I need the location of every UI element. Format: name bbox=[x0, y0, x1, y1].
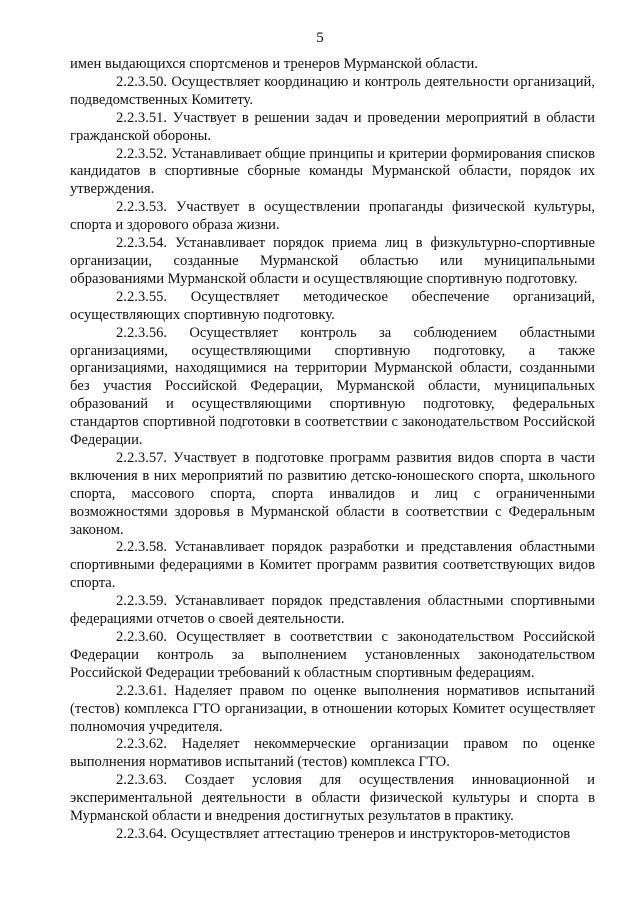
paragraph-2-2-3-61: 2.2.3.61. Наделяет правом по оценке выполнения нормативов испытаний (тестов) комплекса ГТО организации, в отношении которых Комитет осуществляет полномочия учредителя. bbox=[70, 682, 595, 735]
paragraph-continuation: имен выдающихся спортсменов и тренеров Мурманской области. bbox=[70, 56, 478, 72]
paragraph-2-2-3-51: 2.2.3.51. Участвует в решении задач и проведении мероприятий в области гражданской обороны. bbox=[70, 109, 595, 144]
paragraph-2-2-3-55: 2.2.3.55. Осуществляет методическое обеспечение организаций, осуществляющих спортивную подготовку. bbox=[70, 288, 595, 323]
paragraph-2-2-3-50: 2.2.3.50. Осуществляет координацию и контроль деятельности организаций, подведомственных Комитету. bbox=[70, 73, 595, 108]
paragraph-2-2-3-53: 2.2.3.53. Участвует в осуществлении пропаганды физической культуры, спорта и здорового образа жизни. bbox=[70, 199, 595, 234]
document-body bbox=[70, 56, 595, 844]
paragraph-2-2-3-52: 2.2.3.52. Устанавливает общие принципы и критерии формирования списков кандидатов в спортивные сборные команды Мурманской области, порядок их утверждения. bbox=[70, 145, 595, 198]
paragraph-2-2-3-59: 2.2.3.59. Устанавливает порядок представления областными спортивными федерациями отчетов о своей деятельности. bbox=[70, 593, 595, 628]
paragraph-2-2-3-60: 2.2.3.60. Осуществляет в соответствии с законодательством Российской Федерации контроль за выполнением установленных законодательством Российской Федерации требований к областным спортивным федерациям. bbox=[70, 629, 595, 681]
paragraph-2-2-3-58: 2.2.3.58. Устанавливает порядок разработки и представления областными спортивными федерациями в Комитет программ развития соответствующих видов спорта. bbox=[70, 539, 595, 592]
paragraph-2-2-3-64: 2.2.3.64. Осуществляет аттестацию тренеров и инструкторов-методистов bbox=[116, 825, 571, 842]
paragraph-2-2-3-62: 2.2.3.62. Наделяет некоммерческие организации правом по оценке выполнения нормативов испытаний (тестов) комплекса ГТО. bbox=[70, 736, 595, 771]
paragraph-2-2-3-56: 2.2.3.56. Осуществляет контроль за соблюдением областными организациями, осуществляющими спортивную подготовку, а также организациями, находящимися на территории Мурманской области, созданными без участия Российской Федерации, Мурманской области, муниципальных образований и осуществляющими спортивную подготовку, федеральных стандартов спортивной подготовки в соответствии с законодательством Российской Федерации. bbox=[70, 324, 595, 449]
paragraph-2-2-3-63: 2.2.3.63. Создает условия для осуществления инновационной и экспериментальной деятельности в области физической культуры и спорта в Мурманской области и внедрения достигнутых результатов в практику. bbox=[70, 772, 595, 825]
page-number: 5 bbox=[316, 30, 324, 46]
paragraph-2-2-3-57: 2.2.3.57. Участвует в подготовке программ развития видов спорта в части включения в них мероприятий по развитию детско-юношеского спорта, школьного спорта, массового спорта, спорта инвалидов и лиц с ограниченными возможностями здоровья в Мурманской области в соответствии с Федеральным законом. bbox=[70, 449, 595, 538]
paragraph-2-2-3-54: 2.2.3.54. Устанавливает порядок приема лиц в физкультурно-спортивные организации, созданные Мурманской областью или муниципальными образованиями Мурманской области и осуществляющие спортивную подготовку. bbox=[70, 235, 595, 287]
